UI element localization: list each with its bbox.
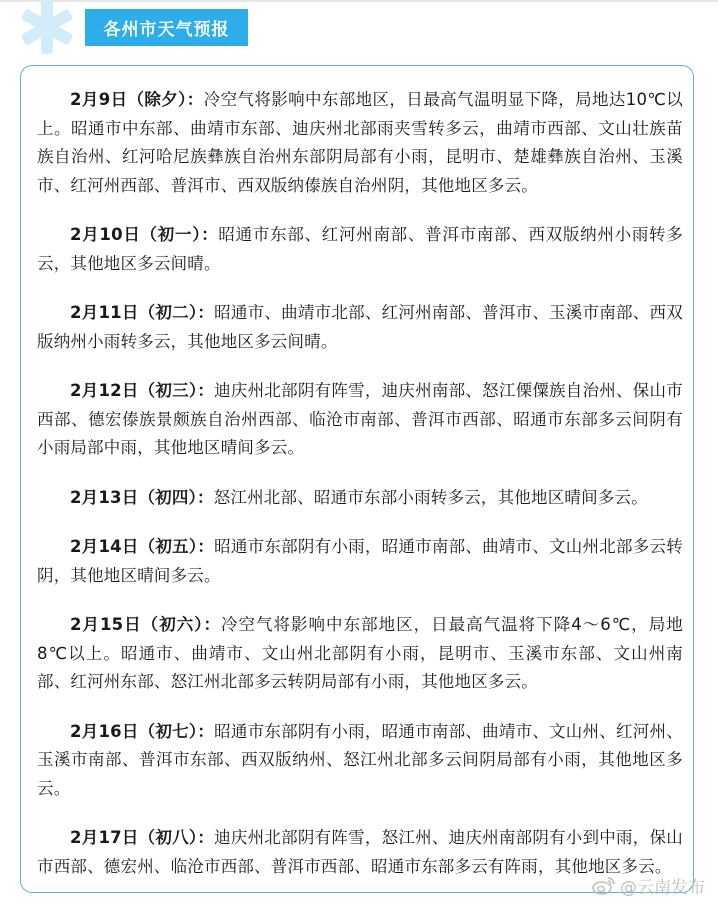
forecast-date: 2月14日（初五）：	[70, 537, 215, 556]
forecast-list	[37, 86, 683, 902]
forecast-date: 2月11日（初二）：	[70, 303, 215, 322]
forecast-date: 2月16日（初七）：	[70, 721, 215, 741]
forecast-text: 昭通市东部阴有小雨，昭通市南部、曲靖市、文山州北部多云转阴，其他地区晴间多云。	[37, 537, 683, 585]
forecast-date: 2月17日（初八）：	[70, 828, 215, 847]
forecast-item	[37, 718, 683, 804]
page-title: 各州市天气预报	[103, 20, 230, 40]
forecast-item	[37, 221, 683, 278]
forecast-date: 2月13日（初四）：	[70, 487, 214, 507]
watermark-text: @云南发布	[620, 877, 705, 898]
forecast-text: 冷空气将影响中东部地区，日最高气温将下降4～6℃，局地8℃以上。昭通市、曲靖市、文山州北部阴有小雨，昆明市、玉溪市东部、文山州南部、红河州东部、怒江州北部多云转阴局部有小雨，其他地区多云。	[37, 615, 683, 691]
forecast-item	[37, 86, 683, 200]
forecast-text: 怒江州北部、昭通市东部小雨转多云，其他地区晴间多云。	[213, 487, 648, 507]
forecast-text: 昭通市东部阴有小雨，昭通市南部、曲靖市、文山州、红河州、玉溪市南部、普洱市东部、西双版纳州、怒江州北部多云间阴局部有小雨，其他地区多云。	[37, 721, 683, 798]
page-title-banner	[85, 9, 248, 46]
forecast-text: 迪庆州北部阴有阵雪，迪庆州南部、怒江傈僳族自治州、保山市西部、德宏傣族景颇族自治州西部、临沧市南部、普洱市西部、昭通市东部多云间阴有小雨局部中雨，其他地区晴间多云。	[37, 381, 683, 457]
forecast-item	[37, 377, 683, 463]
weibo-icon	[592, 875, 616, 895]
forecast-item	[37, 533, 683, 590]
forecast-item	[37, 611, 683, 697]
watermark	[592, 872, 705, 898]
forecast-date: 2月15日（初六）：	[70, 615, 221, 634]
forecast-text: 昭通市东部、红河州南部、普洱市南部、西双版纳州小雨转多云，其他地区多云间晴。	[37, 225, 683, 273]
forecast-date: 2月12日（初三）：	[70, 381, 215, 400]
forecast-item	[37, 824, 683, 881]
forecast-text: 冷空气将影响中东部地区，日最高气温明显下降，局地达10℃以上。昭通市中东部、曲靖市东部、迪庆州北部雨夹雪转多云，曲靖市西部、文山壮族苗族自治州、红河哈尼族彝族自治州东部阴局部有小雨，昆明市、楚雄彝族自治州、玉溪市、红河州西部、普洱市、西双版纳傣族自治州阴，其他地区多云。	[37, 90, 684, 195]
forecast-date: 2月10日（初一）：	[70, 225, 219, 244]
forecast-panel	[20, 65, 694, 893]
forecast-text: 昭通市、曲靖市北部、红河州南部、普洱市、玉溪市南部、西双版纳州小雨转多云，其他地区多云间晴。	[37, 303, 683, 351]
forecast-item	[37, 484, 683, 513]
forecast-text: 迪庆州北部阴有阵雪，怒江州、迪庆州南部阴有小到中雨，保山市西部、德宏州、临沧市西部、普洱市西部、昭通市东部多云有阵雨，其他地区多云。	[37, 828, 683, 876]
snowflake-icon	[18, 0, 76, 54]
forecast-item	[37, 299, 683, 356]
forecast-date: 2月9日（除夕）：	[70, 90, 204, 109]
top-divider	[0, 0, 718, 2]
